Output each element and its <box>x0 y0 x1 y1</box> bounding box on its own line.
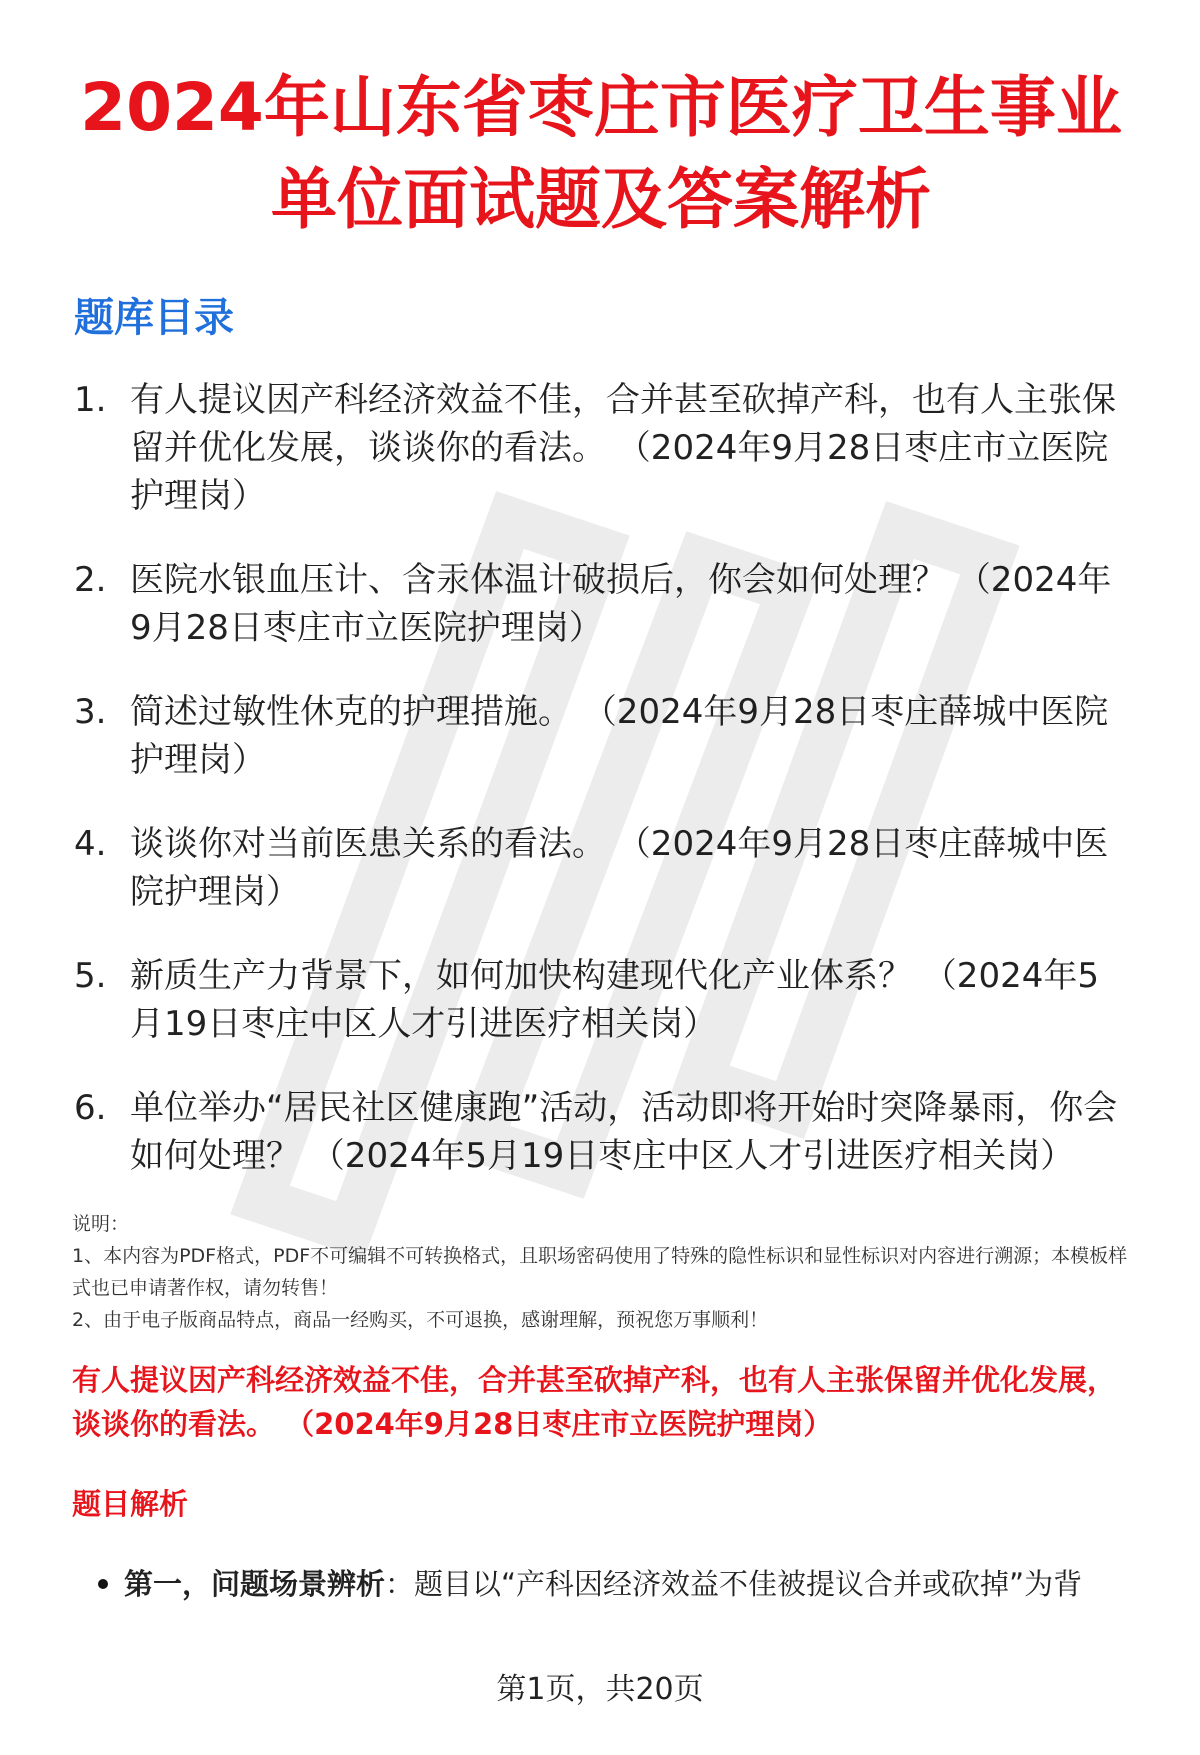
toc-item-text: 医院水银血压计、含汞体温计破损后，你会如何处理？ （2024年9月28日枣庄市立医院护理岗） <box>130 560 1112 648</box>
question-title: 有人提议因产科经济效益不佳，合并甚至砍掉产科，也有人主张保留并优化发展，谈谈你的看法。 （2024年9月28日枣庄市立医院护理岗） <box>72 1363 1117 1441</box>
toc-item-number: 5. <box>74 956 107 996</box>
toc-item[interactable] <box>72 820 1130 916</box>
page-title <box>72 62 1130 246</box>
analysis-bullet-text: ：题目以“产科因经济效益不佳被提议合并或砍掉”为背 <box>385 1567 1083 1601</box>
page-title-line1: 2024年山东省枣庄市医疗卫生事业 <box>80 69 1122 146</box>
toc-heading: 题库目录 <box>74 295 234 341</box>
toc-item-text: 新质生产力背景下，如何加快构建现代化产业体系？ （2024年5月19日枣庄中区人才引进医疗相关岗） <box>130 956 1099 1044</box>
toc-item[interactable] <box>72 556 1130 652</box>
analysis-bullet <box>72 1564 1130 1604</box>
toc-item[interactable] <box>72 376 1130 520</box>
toc-item-number: 2. <box>74 560 107 600</box>
toc-item-number: 4. <box>74 824 107 864</box>
page-title-line2: 单位面试题及答案解析 <box>271 161 931 238</box>
notes-label: 说明： <box>72 1213 130 1235</box>
toc-item[interactable] <box>72 1084 1130 1180</box>
notes-line-2: 2、由于电子版商品特点，商品一经购买，不可退换，感谢理解，预祝您万事顺利！ <box>72 1309 769 1331</box>
toc-item-number: 6. <box>74 1088 107 1128</box>
toc-item-text: 简述过敏性休克的护理措施。 （2024年9月28日枣庄薛城中医院护理岗） <box>130 692 1109 780</box>
toc-item-number: 1. <box>74 380 107 420</box>
toc-item[interactable] <box>72 688 1130 784</box>
notes-line-1: 1、本内容为PDF格式，PDF不可编辑不可转换格式，且职场密码使用了特殊的隐性标识和显性标识对内容进行溯源；本模板样式也已申请著作权，请勿转售！ <box>72 1245 1128 1299</box>
toc-item-number: 3. <box>74 692 107 732</box>
toc-item-text: 单位举办“居民社区健康跑”活动，活动即将开始时突降暴雨，你会如何处理？ （2024年5月19日枣庄中区人才引进医疗相关岗） <box>130 1088 1118 1176</box>
toc-item-text: 有人提议因产科经济效益不佳，合并甚至砍掉产科，也有人主张保留并优化发展，谈谈你的看法。 （2024年9月28日枣庄市立医院护理岗） <box>130 380 1116 516</box>
bullet-icon <box>98 1579 108 1589</box>
page-footer: 第1页，共20页 <box>496 1672 704 1707</box>
toc-item-text: 谈谈你对当前医患关系的看法。 （2024年9月28日枣庄薛城中医院护理岗） <box>130 824 1109 912</box>
toc-item[interactable] <box>72 952 1130 1048</box>
toc-list <box>72 376 1130 1180</box>
notes-block <box>72 1208 1130 1336</box>
analysis-bullet-content <box>124 1564 1082 1604</box>
analysis-heading: 题目解析 <box>72 1487 189 1521</box>
analysis-bullet-lead: 第一，问题场景辨析 <box>124 1567 386 1601</box>
